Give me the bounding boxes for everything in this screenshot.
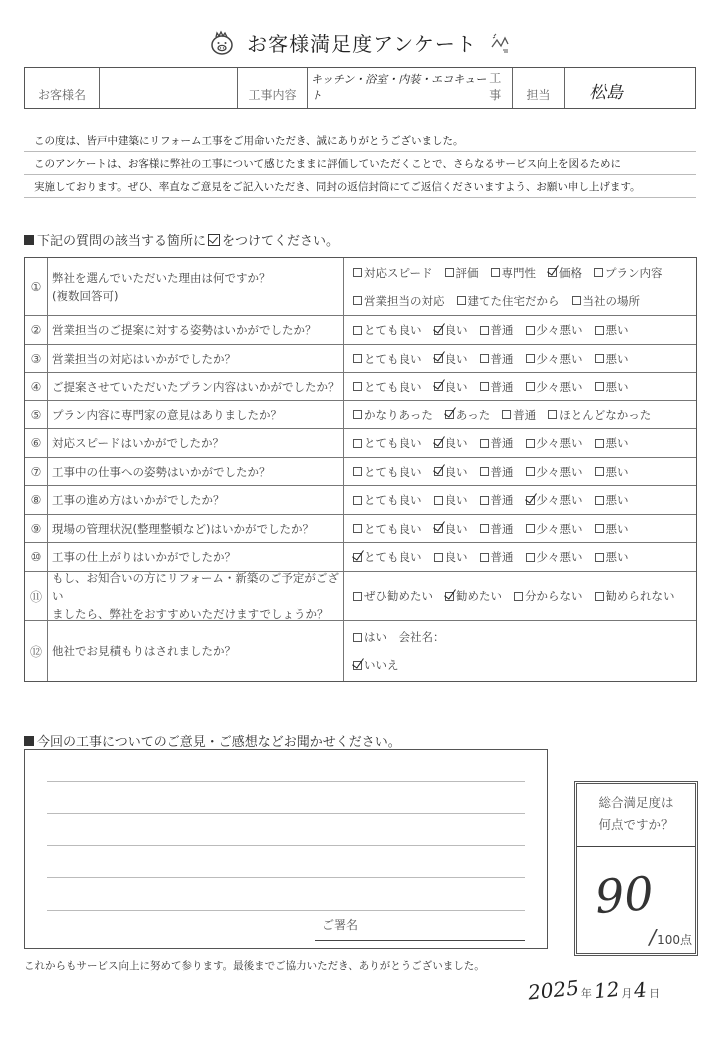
checkbox-checked-icon[interactable]: [353, 553, 362, 562]
checkbox-checked-icon[interactable]: [445, 592, 454, 601]
checkbox-icon[interactable]: [595, 354, 604, 363]
answer-option[interactable]: 少々悪い: [526, 345, 583, 373]
customer-name-label: お客様名: [25, 68, 100, 108]
answer-option[interactable]: 営業担当の対応: [353, 287, 445, 315]
answer-option[interactable]: 普通: [502, 401, 536, 429]
comments-heading: 今回の工事についてのご意見・ご感想などお聞かせください。: [24, 731, 401, 750]
answer-option[interactable]: はい 会社名：: [353, 623, 445, 651]
answer-option[interactable]: 勧められない: [595, 582, 675, 610]
answer-options: [344, 373, 696, 400]
answer-option[interactable]: 評価: [445, 259, 479, 287]
answer-option[interactable]: 悪い: [595, 316, 629, 344]
checkbox-icon[interactable]: [514, 592, 523, 601]
answer-option[interactable]: 普通: [480, 373, 514, 401]
answer-options: [344, 458, 696, 485]
checkbox-icon[interactable]: [353, 524, 362, 533]
question-number: ⑤: [25, 401, 48, 428]
checkbox-icon[interactable]: [548, 410, 557, 419]
answer-option[interactable]: あった: [445, 401, 490, 429]
checkbox-icon[interactable]: [526, 354, 535, 363]
question-text: 工事中の仕事への姿勢はいかがでしたか？: [48, 458, 344, 485]
question-row: [25, 316, 696, 345]
question-row: [25, 345, 696, 373]
checkbox-icon[interactable]: [480, 354, 489, 363]
answer-option[interactable]: 普通: [480, 486, 514, 514]
questions-table: [24, 257, 697, 682]
answer-option[interactable]: 普通: [480, 458, 514, 486]
checkbox-checked-icon[interactable]: [548, 268, 557, 277]
checkbox-icon[interactable]: [434, 496, 443, 505]
question-row: [25, 621, 696, 681]
checkbox-icon[interactable]: [353, 410, 362, 419]
question-number: ⑧: [25, 486, 48, 514]
checkbox-checked-icon[interactable]: [434, 326, 443, 335]
checkbox-icon[interactable]: [353, 633, 362, 642]
checkbox-icon[interactable]: [353, 268, 362, 277]
answer-option[interactable]: 少々悪い: [526, 458, 583, 486]
answer-option[interactable]: いいえ: [353, 651, 399, 679]
answer-options: [344, 543, 696, 571]
customer-info-table: [24, 67, 696, 109]
intro-line-3: 実施しております。ぜひ、率直なご意見をご記入いただき、同封の返信封筒にてご返信くださいますよう、お願い申し上げます。: [24, 176, 696, 198]
answer-options: [344, 515, 696, 542]
question-text: 他社でお見積もりはされましたか？: [48, 621, 344, 681]
checkbox-checked-icon[interactable]: [434, 439, 443, 448]
question-number: ⑥: [25, 429, 48, 457]
checkbox-icon[interactable]: [353, 296, 362, 305]
checkbox-checked-icon[interactable]: [445, 410, 454, 419]
question-text: プラン内容に専門家の意見はありましたか？: [48, 401, 344, 428]
answer-option[interactable]: 良い: [434, 486, 468, 514]
checkbox-icon[interactable]: [595, 496, 604, 505]
answer-options: [344, 401, 696, 428]
bullet-square-icon: [24, 736, 34, 746]
checkbox-icon[interactable]: [595, 592, 604, 601]
answer-option[interactable]: とても良い: [353, 543, 422, 571]
question-text: 対応スピードはいかがでしたか？: [48, 429, 344, 457]
answer-option[interactable]: 悪い: [595, 345, 629, 373]
question-row: [25, 373, 696, 401]
checkbox-icon[interactable]: [480, 553, 489, 562]
checkbox-icon[interactable]: [595, 326, 604, 335]
answer-option[interactable]: 良い: [434, 515, 468, 543]
answer-option[interactable]: 普通: [480, 316, 514, 344]
checkbox-icon[interactable]: [353, 326, 362, 335]
staff-label: 担当: [513, 68, 565, 108]
answer-option[interactable]: 良い: [434, 429, 468, 457]
checkbox-checked-icon[interactable]: [434, 467, 443, 476]
answer-option[interactable]: とても良い: [353, 486, 422, 514]
answer-option[interactable]: 少々悪い: [526, 515, 583, 543]
answer-option[interactable]: 良い: [434, 373, 468, 401]
answer-options: [344, 258, 696, 315]
checkbox-icon[interactable]: [353, 439, 362, 448]
overall-score-box: [574, 781, 698, 956]
question-row: [25, 572, 696, 621]
checkbox-checked-icon: [208, 234, 220, 246]
answer-option[interactable]: とても良い: [353, 515, 422, 543]
answer-option[interactable]: 普通: [480, 345, 514, 373]
answer-option[interactable]: とても良い: [353, 373, 422, 401]
answer-option[interactable]: ほとんどなかった: [548, 401, 651, 429]
question-row: [25, 486, 696, 515]
answer-option[interactable]: 悪い: [595, 429, 629, 457]
form-header: [0, 28, 720, 68]
checkbox-icon[interactable]: [434, 553, 443, 562]
question-text: 営業担当の対応はいかがでしたか？: [48, 345, 344, 372]
answer-option[interactable]: 良い: [434, 345, 468, 373]
footer-thanks: これからもサービス向上に努めて参ります。最後までご協力いただき、ありがとうございました。: [24, 960, 485, 972]
question-text: 工事の仕上がりはいかがでしたか？: [48, 543, 344, 571]
staff-field[interactable]: [565, 68, 695, 108]
work-content-suffix: 工事: [489, 71, 502, 102]
staff-value: 松島: [589, 83, 623, 103]
writing-line: [47, 877, 525, 878]
question-row: [25, 543, 696, 572]
checkbox-icon[interactable]: [480, 496, 489, 505]
date-month: 12: [592, 976, 621, 1004]
question-text: 営業担当のご提案に対する姿勢はいかがでしたか？: [48, 316, 344, 344]
pig-face-icon: [209, 30, 235, 56]
question-number: ①: [25, 258, 48, 315]
checkbox-icon[interactable]: [526, 439, 535, 448]
answer-option[interactable]: とても良い: [353, 316, 422, 344]
answer-options: [344, 572, 696, 620]
intro-line-1: この度は、皆戸中建築にリフォーム工事をご用命いただき、誠にありがとうございました。: [24, 130, 696, 152]
answer-option[interactable]: 悪い: [595, 458, 629, 486]
checkbox-icon[interactable]: [457, 296, 466, 305]
work-content-label: 工事内容: [238, 68, 308, 108]
checkbox-icon[interactable]: [491, 268, 500, 277]
date-day: 4: [633, 977, 649, 1003]
bullet-square-icon: [24, 235, 34, 245]
questions-heading: 下記の質問の該当する箇所に をつけてください。: [24, 230, 339, 249]
question-number: ④: [25, 373, 48, 400]
checkbox-icon[interactable]: [595, 382, 604, 391]
question-row: [25, 515, 696, 543]
checkbox-icon[interactable]: [480, 326, 489, 335]
writing-line: [47, 845, 525, 846]
checkbox-icon[interactable]: [526, 467, 535, 476]
answer-option[interactable]: とても良い: [353, 458, 422, 486]
writing-line: [47, 910, 525, 911]
answer-option[interactable]: 普通: [480, 429, 514, 457]
intro-line-2: このアンケートは、お客様に弊社の工事について感じたままに評価していただくことで、さらなるサービス向上を図るために: [24, 153, 696, 175]
answer-option[interactable]: 普通: [480, 543, 514, 571]
checkbox-icon[interactable]: [526, 326, 535, 335]
checkbox-checked-icon[interactable]: [434, 382, 443, 391]
score-value[interactable]: 90: [593, 866, 656, 924]
answer-option[interactable]: 良い: [434, 316, 468, 344]
checkbox-checked-icon[interactable]: [526, 496, 535, 505]
answer-option[interactable]: 少々悪い: [526, 429, 583, 457]
answer-option[interactable]: 良い: [434, 543, 468, 571]
checkbox-icon[interactable]: [353, 382, 362, 391]
answer-option[interactable]: 価格: [548, 259, 582, 287]
question-number: ⑩: [25, 543, 48, 571]
checkbox-icon[interactable]: [480, 382, 489, 391]
question-row: [25, 429, 696, 458]
answer-option[interactable]: 建てた住宅だから: [457, 287, 560, 315]
writing-line: [47, 813, 525, 814]
date-year: 2025: [526, 975, 581, 1005]
answer-option[interactable]: 悪い: [595, 543, 629, 571]
answer-option[interactable]: 少々悪い: [526, 543, 583, 571]
work-content-value: キッチン・浴室・内装・エコキュート: [311, 73, 487, 102]
decorative-doodle-icon: [489, 32, 511, 54]
checkbox-icon[interactable]: [594, 268, 603, 277]
answer-option[interactable]: かなりあった: [353, 401, 433, 429]
question-text: もし、お知合いの方にリフォーム・新築のご予定がござい ましたら、弊社をおすすめいただけますでしょうか？: [48, 572, 344, 620]
checkbox-icon[interactable]: [480, 439, 489, 448]
answer-option[interactable]: とても良い: [353, 345, 422, 373]
answer-option[interactable]: 専門性: [491, 259, 537, 287]
checkbox-icon[interactable]: [353, 496, 362, 505]
question-number: ⑪: [25, 572, 48, 620]
checkbox-icon[interactable]: [502, 410, 511, 419]
checkbox-checked-icon[interactable]: [353, 661, 362, 670]
question-row: [25, 458, 696, 486]
checkbox-icon[interactable]: [445, 268, 454, 277]
question-text: 現場の管理状況(整理整頓など)はいかがでしたか？: [48, 515, 344, 542]
answer-option[interactable]: 少々悪い: [526, 316, 583, 344]
answer-options: [344, 345, 696, 372]
checkbox-icon[interactable]: [526, 524, 535, 533]
question-number: ⑦: [25, 458, 48, 485]
checkbox-icon[interactable]: [353, 467, 362, 476]
checkbox-icon[interactable]: [353, 354, 362, 363]
comments-textarea[interactable]: [24, 749, 548, 949]
answer-options: [344, 621, 696, 681]
question-text: 弊社を選んでいただいた理由は何ですか？ (複数回答可): [48, 258, 344, 315]
answer-options: [344, 316, 696, 344]
answer-options: [344, 486, 696, 514]
checkbox-icon[interactable]: [480, 467, 489, 476]
checkbox-checked-icon[interactable]: [434, 524, 443, 533]
question-number: ⑨: [25, 515, 48, 542]
answer-option[interactable]: 悪い: [595, 515, 629, 543]
answer-option[interactable]: とても良い: [353, 429, 422, 457]
answer-option[interactable]: 少々悪い: [526, 373, 583, 401]
form-title: お客様満足度アンケート: [247, 32, 477, 56]
answer-option[interactable]: 普通: [480, 515, 514, 543]
answer-option[interactable]: 勧めたい: [445, 582, 502, 610]
question-number: ⑫: [25, 621, 48, 681]
question-row: [25, 258, 696, 316]
question-number: ③: [25, 345, 48, 372]
answer-option[interactable]: 当社の場所: [572, 287, 641, 315]
checkbox-icon[interactable]: [572, 296, 581, 305]
question-text: 工事の進め方はいかがでしたか？: [48, 486, 344, 514]
checkbox-icon[interactable]: [353, 592, 362, 601]
writing-line: [47, 781, 525, 782]
signature-field[interactable]: [315, 940, 525, 941]
answer-option[interactable]: 良い: [434, 458, 468, 486]
answer-option[interactable]: 対応スピード: [353, 259, 433, 287]
checkbox-icon[interactable]: [595, 439, 604, 448]
checkbox-icon[interactable]: [595, 553, 604, 562]
score-question: 総合満足度は 何点ですか？: [577, 784, 695, 847]
date-field[interactable]: 2025 年 12 月 4 日: [526, 975, 661, 1005]
answer-option[interactable]: 分からない: [514, 582, 583, 610]
checkbox-icon[interactable]: [595, 524, 604, 533]
answer-option[interactable]: 悪い: [595, 486, 629, 514]
question-number: ②: [25, 316, 48, 344]
answer-option[interactable]: 悪い: [595, 373, 629, 401]
answer-option[interactable]: ぜひ勧めたい: [353, 582, 433, 610]
question-text: ご提案させていただいたプラン内容はいかがでしたか？: [48, 373, 344, 400]
customer-name-field[interactable]: [100, 68, 238, 108]
checkbox-icon[interactable]: [526, 553, 535, 562]
signature-label: ご署名: [322, 918, 359, 932]
answer-option[interactable]: プラン内容: [594, 259, 663, 287]
checkbox-icon[interactable]: [595, 467, 604, 476]
question-row: [25, 401, 696, 429]
checkbox-icon[interactable]: [526, 382, 535, 391]
checkbox-checked-icon[interactable]: [434, 354, 443, 363]
checkbox-icon[interactable]: [480, 524, 489, 533]
answer-options: [344, 429, 696, 457]
work-content-field[interactable]: [308, 68, 513, 108]
answer-option[interactable]: 少々悪い: [526, 486, 583, 514]
score-max: /100点: [649, 925, 692, 949]
